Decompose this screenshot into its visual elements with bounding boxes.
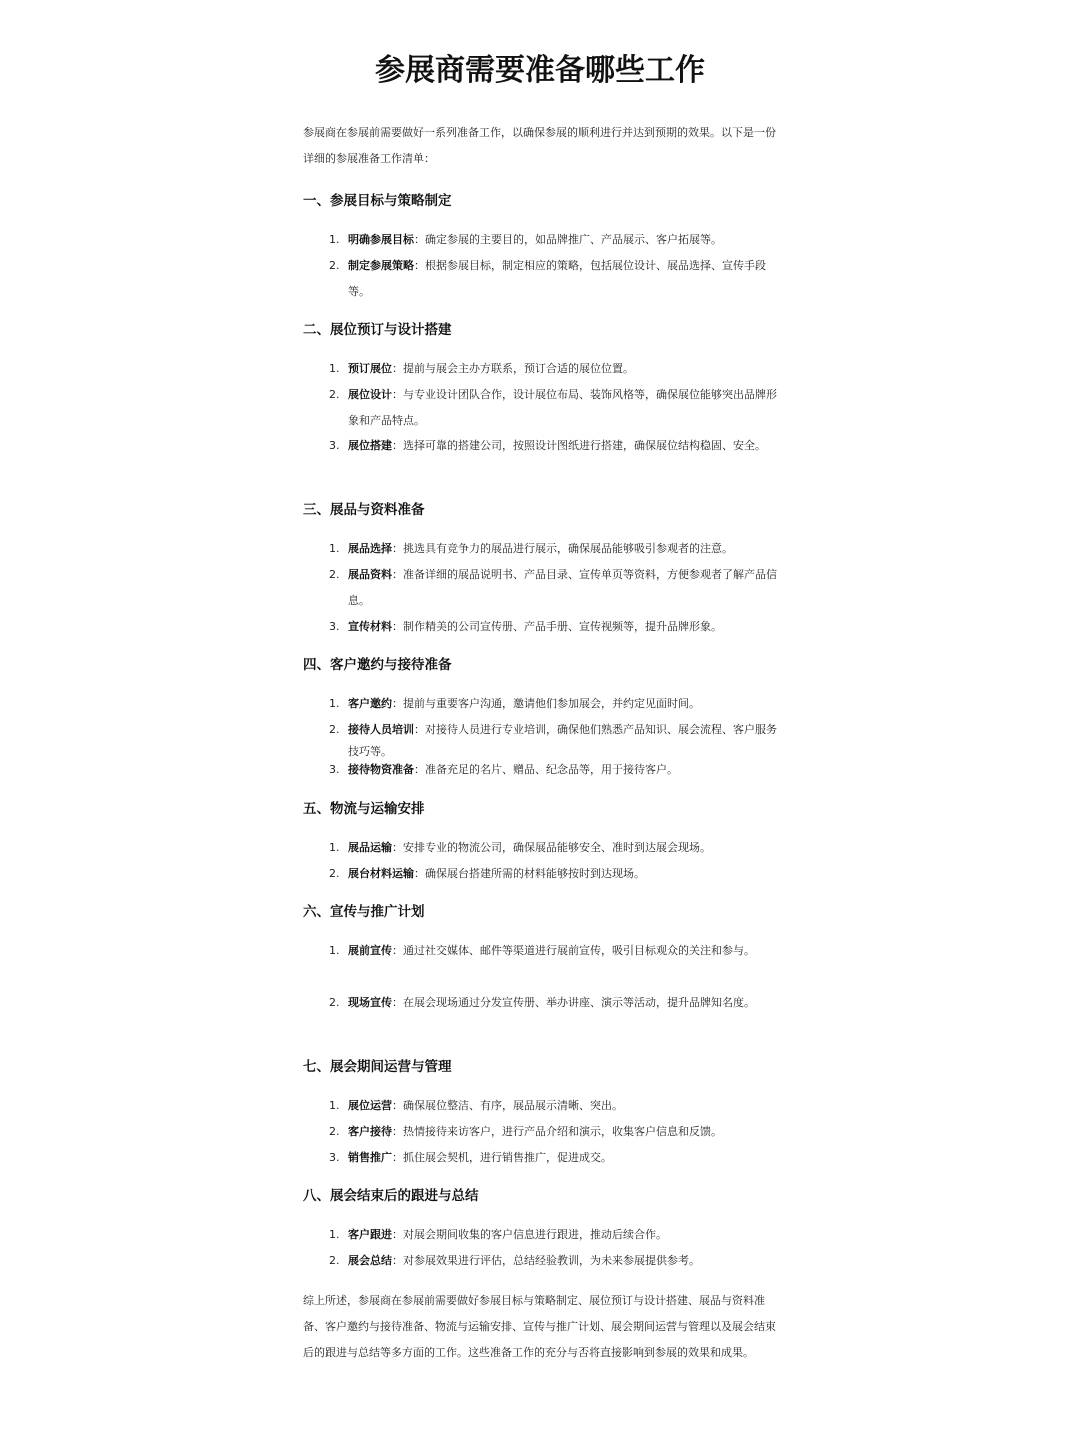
- list-item: [329, 356, 781, 382]
- page-title: 参展商需要准备哪些工作: [375, 53, 705, 88]
- section-heading: 四、客户邀约与接待准备: [303, 657, 452, 673]
- list-item: [329, 253, 781, 305]
- list-item: [329, 1145, 781, 1171]
- section-heading: 二、展位预订与设计搭建: [303, 322, 452, 338]
- section-heading: 六、宣传与推广计划: [303, 904, 425, 920]
- item-term: 宣传材料: [348, 620, 392, 633]
- item-text: ：准备充足的名片、赠品、纪念品等，用于接待客户。: [414, 763, 678, 776]
- list-item: [329, 382, 781, 434]
- item-term: 制定参展策略: [348, 259, 414, 272]
- item-term: 展品选择: [348, 542, 392, 555]
- item-number: 3.: [329, 620, 340, 633]
- item-term: 客户邀约: [348, 697, 392, 710]
- section-heading: 五、物流与运输安排: [303, 801, 425, 817]
- item-number: 2.: [329, 1125, 340, 1138]
- item-term: 客户接待: [348, 1125, 392, 1138]
- list-item: [329, 562, 781, 614]
- item-term: 预订展位: [348, 362, 392, 375]
- list-item: [329, 1119, 781, 1145]
- item-text: ：对接待人员进行专业培训，确保他们熟悉产品知识、展会流程、客户服务技巧等。: [348, 723, 777, 758]
- list-item: [329, 1222, 781, 1248]
- item-term: 展品资料: [348, 568, 392, 581]
- item-text: ：制作精美的公司宣传册、产品手册、宣传视频等，提升品牌形象。: [392, 620, 722, 633]
- item-text: ：对展会期间收集的客户信息进行跟进，推动后续合作。: [392, 1228, 667, 1241]
- item-number: 2.: [329, 568, 340, 581]
- list-item: [329, 433, 781, 459]
- list-item: [329, 691, 781, 717]
- item-number: 3.: [329, 763, 340, 776]
- item-text: ：抓住展会契机，进行销售推广，促进成交。: [392, 1151, 612, 1164]
- item-number: 3.: [329, 439, 340, 452]
- list-item: [329, 614, 781, 640]
- item-number: 1.: [329, 233, 340, 246]
- item-number: 2.: [329, 259, 340, 272]
- item-term: 展位运营: [348, 1099, 392, 1112]
- item-term: 展位搭建: [348, 439, 392, 452]
- item-number: 1.: [329, 1228, 340, 1241]
- item-text: ：确保展台搭建所需的材料能够按时到达现场。: [414, 867, 645, 880]
- item-text: ：确保展位整洁、有序，展品展示清晰、突出。: [392, 1099, 623, 1112]
- item-term: 接待物资准备: [348, 763, 414, 776]
- list-item: [329, 938, 781, 964]
- list-item: [329, 759, 781, 781]
- item-number: 2.: [329, 388, 340, 401]
- item-number: 1.: [329, 944, 340, 957]
- item-text: ：对参展效果进行评估，总结经验教训，为未来参展提供参考。: [392, 1254, 700, 1267]
- item-term: 展会总结: [348, 1254, 392, 1267]
- item-term: 销售推广: [348, 1151, 392, 1164]
- list-item: [329, 990, 781, 1016]
- item-number: 3.: [329, 1151, 340, 1164]
- item-term: 展品运输: [348, 841, 392, 854]
- section-heading: 三、展品与资料准备: [303, 502, 425, 518]
- list-item: [329, 1248, 781, 1274]
- item-text: ：热情接待来访客户，进行产品介绍和演示，收集客户信息和反馈。: [392, 1125, 722, 1138]
- item-number: 2.: [329, 723, 340, 736]
- item-term: 客户跟进: [348, 1228, 392, 1241]
- item-text: ：提前与展会主办方联系，预订合适的展位位置。: [392, 362, 634, 375]
- item-text: ：与专业设计团队合作，设计展位布局、装饰风格等，确保展位能够突出品牌形象和产品特点。: [348, 388, 777, 427]
- item-number: 1.: [329, 362, 340, 375]
- item-number: 2.: [329, 996, 340, 1009]
- item-term: 展台材料运输: [348, 867, 414, 880]
- item-term: 展位设计: [348, 388, 392, 401]
- item-text: ：确定参展的主要目的，如品牌推广、产品展示、客户拓展等。: [414, 233, 722, 246]
- item-number: 1.: [329, 697, 340, 710]
- section-heading: 七、展会期间运营与管理: [303, 1059, 452, 1075]
- section-heading: 一、参展目标与策略制定: [303, 193, 452, 209]
- item-text: ：挑选具有竞争力的展品进行展示，确保展品能够吸引参观者的注意。: [392, 542, 733, 555]
- section-heading: 八、展会结束后的跟进与总结: [303, 1188, 479, 1204]
- item-text: ：准备详细的展品说明书、产品目录、宣传单页等资料，方便参观者了解产品信息。: [348, 568, 777, 607]
- list-item: [329, 1093, 781, 1119]
- item-number: 2.: [329, 1254, 340, 1267]
- item-text: ：选择可靠的搭建公司，按照设计图纸进行搭建，确保展位结构稳固、安全。: [392, 439, 766, 452]
- item-number: 1.: [329, 1099, 340, 1112]
- item-text: ：在展会现场通过分发宣传册、举办讲座、演示等活动，提升品牌知名度。: [392, 996, 755, 1009]
- item-text: ：安排专业的物流公司，确保展品能够安全、准时到达展会现场。: [392, 841, 711, 854]
- item-term: 现场宣传: [348, 996, 392, 1009]
- item-term: 接待人员培训: [348, 723, 414, 736]
- list-item: [329, 861, 781, 887]
- intro-paragraph: 参展商在参展前需要做好一系列准备工作，以确保参展的顺利进行并达到预期的效果。以下是一份详细的参展准备工作清单：: [303, 126, 776, 165]
- list-item: [329, 719, 781, 763]
- item-number: 2.: [329, 867, 340, 880]
- list-item: [329, 835, 781, 861]
- item-text: ：提前与重要客户沟通，邀请他们参加展会，并约定见面时间。: [392, 697, 700, 710]
- item-text: ：通过社交媒体、邮件等渠道进行展前宣传，吸引目标观众的关注和参与。: [392, 944, 755, 957]
- item-term: 明确参展目标: [348, 233, 414, 246]
- list-item: [329, 536, 781, 562]
- list-item: [329, 227, 781, 253]
- item-term: 展前宣传: [348, 944, 392, 957]
- item-number: 1.: [329, 841, 340, 854]
- item-number: 1.: [329, 542, 340, 555]
- conclusion-paragraph: 综上所述，参展商在参展前需要做好参展目标与策略制定、展位预订与设计搭建、展品与资料准备、客户邀约与接待准备、物流与运输安排、宣传与推广计划、展会期间运营与管理以及展会结束后的跟进与总结等多方面的工作。这些准备工作的充分与否将直接影响到参展的效果和成果。: [303, 1294, 776, 1359]
- item-text: ：根据参展目标，制定相应的策略，包括展位设计、展品选择、宣传手段等。: [348, 259, 766, 298]
